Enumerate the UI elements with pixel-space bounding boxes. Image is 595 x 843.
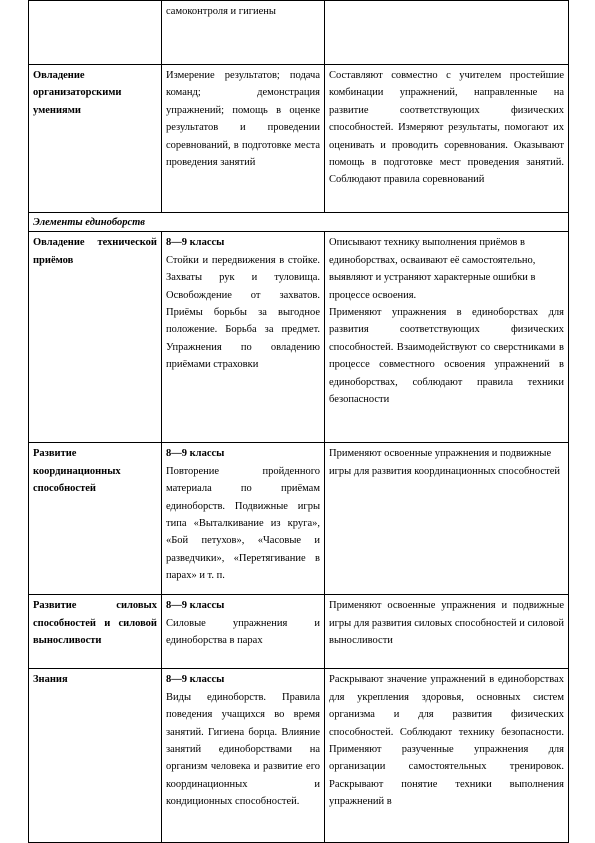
topic-cell: Овладение технической приёмов	[29, 232, 162, 443]
table-row	[29, 669, 569, 843]
content-cell	[162, 232, 325, 443]
topic-cell	[29, 1, 162, 65]
activity-paragraph: Описывают технику выполнения приёмов в единоборствах, осваивают её самостоятельно, выявляют и устраняют характерные ошибки в процессе освоения.	[329, 237, 536, 301]
content-cell: Измерение результатов; подача команд; демонстрация упражнений; помощь в оценке результатов и проведении соревнований, в подготовке места проведения занятий	[162, 65, 325, 213]
content-cell	[162, 443, 325, 595]
content-text: самоконтроля и гигиены	[166, 6, 276, 17]
content-text: Стойки и передвижения в стойке. Захваты рук и туловища. Освобождение от захватов. Приёмы борьбы за выгодное положение. Борьба за предмет. Упражнения по овладению приёмами страховки	[166, 254, 320, 371]
table-row	[29, 65, 569, 213]
activity-cell: Применяют освоенные упражнения и подвижные игры для развития координационных способностей	[325, 443, 569, 595]
content-cell	[162, 595, 325, 669]
content-cell	[162, 669, 325, 843]
activity-cell	[325, 232, 569, 443]
curriculum-table	[28, 0, 569, 843]
table-row	[29, 1, 569, 65]
table-row	[29, 232, 569, 443]
grade-heading: 8—9 классы	[166, 237, 225, 249]
section-heading: Элементы единоборств	[29, 213, 569, 232]
topic-cell: Развитие силовых способностей и силовой выносливости	[29, 595, 162, 669]
content-cell	[162, 1, 325, 65]
table-row	[29, 443, 569, 595]
content-text: Виды единоборств. Правила поведения учащихся во время занятий. Гигиена борца. Влияние занятий единоборствами на организм человека и развитие его координационных и кондиционных способностей.	[166, 691, 320, 808]
table-row	[29, 595, 569, 669]
grade-heading: 8—9 классы	[166, 600, 225, 612]
topic-cell: Знания	[29, 669, 162, 843]
topic-cell: Овладение организаторскими умениями	[29, 65, 162, 213]
activity-cell: Составляют совместно с учителем простейшие комбинации упражнений, направленные на развитие соответствующих физических способностей. Измеряют результаты, помогают их оценивать и проводить соревнования. Оказывают помощь в подготовке мест проведения занятий. Соблюдают правила соревнований	[325, 65, 569, 213]
activity-cell	[325, 1, 569, 65]
activity-cell: Применяют освоенные упражнения и подвижные игры для развития силовых способностей и силовой выносливости	[325, 595, 569, 669]
grade-heading: 8—9 классы	[166, 674, 225, 686]
topic-cell: Развитие координационных способностей	[29, 443, 162, 595]
activity-paragraph: Применяют упражнения в единоборствах для развития соответствующих физических способностей. Взаимодействуют со сверстниками в процессе совместного освоения упражнений в единоборствах, соблюдают правила техники безопасности	[329, 307, 564, 406]
content-text: Повторение пройденного материала по приёмам единоборств. Подвижные игры типа «Выталкивание из круга», «Бой петухов», «Часовые и разведчики», «Перетягивание в парах» и т. п.	[166, 465, 320, 582]
activity-cell: Раскрывают значение упражнений в единоборствах для укрепления здоровья, основных систем организма и для развития физических способностей. Соблюдают технику безопасности. Применяют разученные упражнения для организации самостоятельных тренировок. Раскрывают понятие техники выполнения упражнений в	[325, 669, 569, 843]
content-text: Силовые упражнения и единоборства в парах	[166, 617, 320, 647]
grade-heading: 8—9 классы	[166, 448, 225, 460]
section-row	[29, 213, 569, 232]
